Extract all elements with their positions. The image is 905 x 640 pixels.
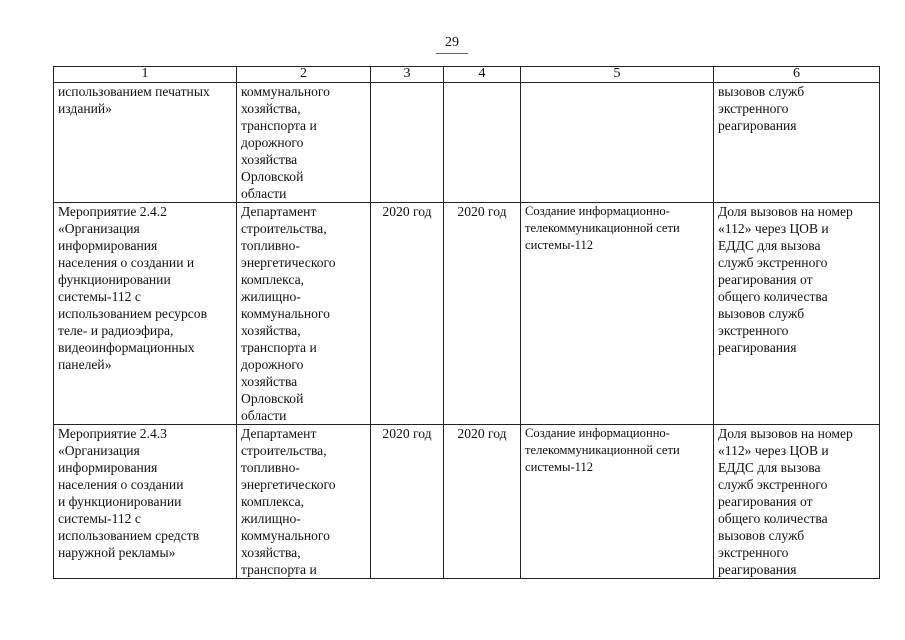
end-date-text: 2020 год xyxy=(457,204,507,219)
result-text: Создание информационно- телекоммуникационной сети системы-112 xyxy=(525,204,680,252)
event-text: использованием печатных изданий» xyxy=(58,84,210,116)
column-header-2: 2 xyxy=(237,67,371,83)
table-row xyxy=(54,83,880,203)
result-text: Создание информационно- телекоммуникационной сети системы-112 xyxy=(525,426,680,474)
table-body xyxy=(54,83,880,579)
end-date-cell xyxy=(444,203,521,425)
indicator-text: Доля вызовов на номер «112» через ЦОВ и ЕДДС для вызова служб экстренного реагирования от общего количества вызовов служб экстренного реагирования xyxy=(718,426,853,577)
end-date-text: 2020 год xyxy=(457,426,507,441)
result-cell xyxy=(521,203,714,425)
indicator-cell xyxy=(714,203,880,425)
table-row xyxy=(54,425,880,579)
start-date-cell xyxy=(371,203,444,425)
executor-text: Департамент строительства, топливно- энергетического комплекса, жилищно- коммунального хозяйства, транспорта и xyxy=(241,426,336,577)
page-number: 29 xyxy=(445,35,459,50)
column-header-1: 1 xyxy=(54,67,237,83)
indicator-cell xyxy=(714,425,880,579)
program-events-table xyxy=(53,66,880,579)
indicator-text: вызовов служб экстренного реагирования xyxy=(718,84,805,133)
column-header-5: 5 xyxy=(521,67,714,83)
start-date-text: 2020 год xyxy=(382,204,432,219)
column-header-6: 6 xyxy=(714,67,880,83)
start-date-text: 2020 год xyxy=(382,426,432,441)
table-row xyxy=(54,203,880,425)
table-header xyxy=(54,67,880,83)
event-cell xyxy=(54,425,237,579)
executor-text: коммунального хозяйства, транспорта и дорожного хозяйства Орловской области xyxy=(241,84,330,201)
executor-cell xyxy=(237,425,371,579)
executor-cell xyxy=(237,203,371,425)
event-cell xyxy=(54,203,237,425)
start-date-cell xyxy=(371,83,444,203)
event-cell xyxy=(54,83,237,203)
page-number-underline xyxy=(436,53,468,54)
end-date-cell xyxy=(444,83,521,203)
column-header-3: 3 xyxy=(371,67,444,83)
result-cell xyxy=(521,83,714,203)
event-text: Мероприятие 2.4.3 «Организация информирования населения о создании и функционировании системы-112 с использованием средств наружной рекламы» xyxy=(58,426,200,560)
indicator-cell xyxy=(714,83,880,203)
start-date-cell xyxy=(371,425,444,579)
event-text: Мероприятие 2.4.2 «Организация информирования населения о создании и функционировании системы-112 с использованием ресурсов теле- и радиоэфира, видеоинформационных панелей» xyxy=(58,204,207,372)
executor-cell xyxy=(237,83,371,203)
header-row xyxy=(54,67,880,83)
result-cell xyxy=(521,425,714,579)
executor-text: Департамент строительства, топливно- энергетического комплекса, жилищно- коммунального хозяйства, транспорта и дорожного хозяйства Орловской области xyxy=(241,204,336,423)
indicator-text: Доля вызовов на номер «112» через ЦОВ и ЕДДС для вызова служб экстренного реагирования от общего количества вызовов служб экстренного реагирования xyxy=(718,204,853,355)
end-date-cell xyxy=(444,425,521,579)
column-header-4: 4 xyxy=(444,67,521,83)
